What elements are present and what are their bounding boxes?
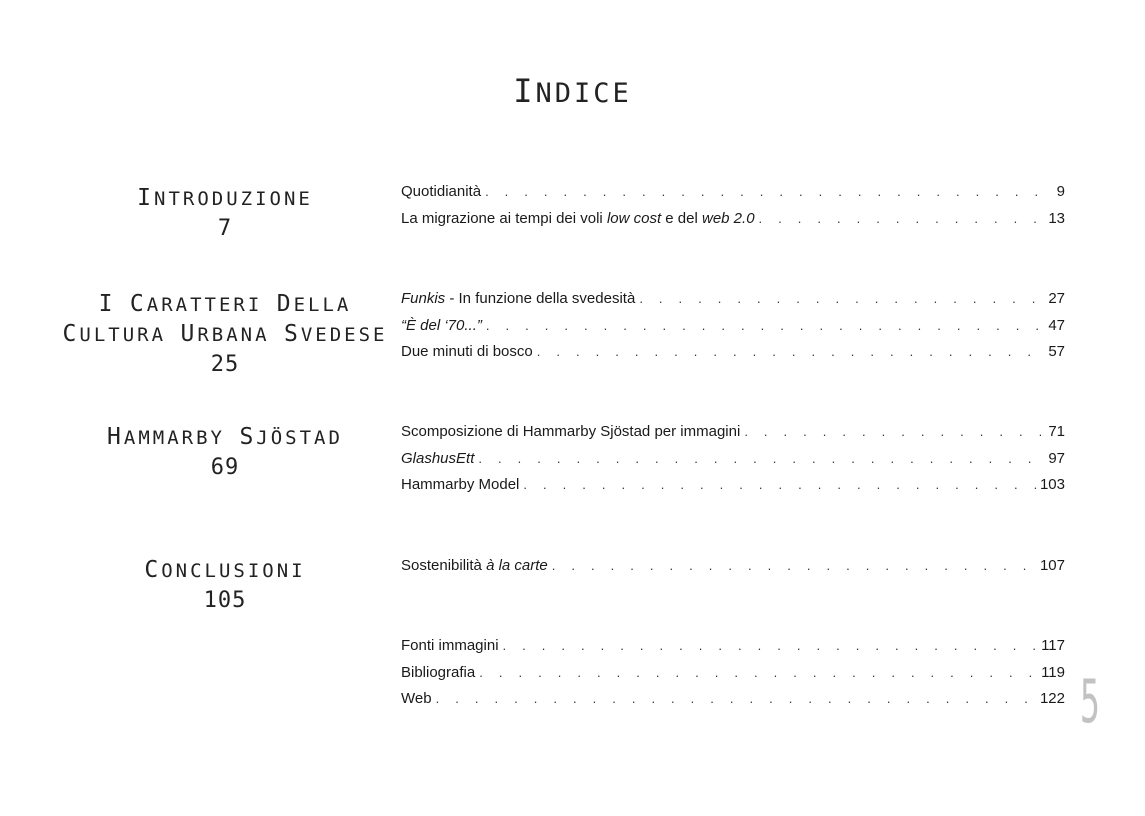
- dot-leader: [436, 691, 1038, 706]
- section-label-line: CONCLUSIONI: [144, 557, 306, 583]
- entries-caratteri: [401, 290, 1065, 370]
- toc-entry-page: 57: [1048, 343, 1065, 361]
- section-label-line: I CARATTERI DELLA: [98, 291, 352, 317]
- section-page: 105: [203, 588, 247, 613]
- toc-entry[interactable]: [401, 557, 1065, 584]
- toc-entry-page: 71: [1048, 423, 1065, 440]
- entries-hammarby: [401, 423, 1065, 503]
- toc-entry-title: Bibliografia: [401, 663, 476, 681]
- entries-introduzione: [401, 183, 1065, 236]
- toc-entry-page: 107: [1039, 557, 1065, 574]
- toc-entry-page: 27: [1048, 290, 1065, 307]
- entries-conclusioni: [401, 557, 1065, 584]
- toc-entry-page: 119: [1041, 663, 1065, 681]
- dot-leader: [639, 291, 1041, 306]
- toc-entry-page: 103: [1039, 476, 1065, 494]
- toc-entry[interactable]: [401, 183, 1065, 210]
- dot-leader: [759, 211, 1041, 226]
- toc-entry-page: 97: [1048, 449, 1065, 467]
- toc-entry[interactable]: [401, 423, 1065, 450]
- dot-leader: [523, 477, 1038, 492]
- dot-leader: [537, 344, 1041, 359]
- toc-entry-page: 9: [1056, 183, 1065, 200]
- toc-entry-title: “È del ‘70...”: [401, 316, 482, 334]
- toc-entry-title: Web: [401, 690, 432, 708]
- section-label-conclusioni: [40, 556, 410, 615]
- toc-entry-title: Funkis - In funzione della svedesità: [401, 290, 636, 307]
- section-page: 25: [210, 352, 240, 377]
- toc-entry-page: 47: [1048, 316, 1065, 334]
- toc-entry[interactable]: [401, 637, 1065, 664]
- toc-entry-title: GlashusEtt: [401, 449, 475, 467]
- section-page: 69: [210, 455, 240, 480]
- toc-entry[interactable]: [401, 664, 1065, 691]
- dot-leader: [485, 184, 1041, 199]
- section-label-caratteri: [40, 290, 410, 379]
- toc-entry-page: 13: [1048, 209, 1065, 227]
- toc-entry-title: Hammarby Model: [401, 476, 520, 494]
- toc-entry-page: 122: [1039, 690, 1065, 708]
- toc-entry-title: Fonti immagini: [401, 637, 499, 654]
- toc-entry-title: Sostenibilità à la carte: [401, 557, 548, 574]
- toc-entry-title: Scomposizione di Hammarby Sjöstad per immagini: [401, 423, 741, 440]
- toc-entry[interactable]: [401, 317, 1065, 344]
- dot-leader: [486, 318, 1041, 333]
- toc-entry[interactable]: [401, 450, 1065, 477]
- dot-leader: [552, 558, 1038, 573]
- toc-entry[interactable]: [401, 343, 1065, 370]
- toc-entry-page: 117: [1041, 637, 1065, 654]
- section-page: 7: [217, 216, 233, 241]
- toc-entry-title: Quotidianità: [401, 183, 482, 200]
- section-label-line: CULTURA URBANA SVEDESE: [62, 321, 388, 347]
- section-label-line: HAMMARBY SJÖSTAD: [107, 424, 343, 450]
- toc-entry-title: La migrazione ai tempi dei voli low cost e del web 2.0: [401, 209, 755, 227]
- dot-leader: [503, 638, 1040, 653]
- dot-leader: [744, 424, 1041, 439]
- section-label-hammarby: [40, 423, 410, 482]
- dot-leader: [478, 451, 1041, 466]
- toc-entry[interactable]: [401, 290, 1065, 317]
- section-label-introduzione: [40, 184, 410, 243]
- page-title: INDICE: [513, 72, 632, 110]
- toc-entry[interactable]: [401, 690, 1065, 717]
- toc-entry-title: Due minuti di bosco: [401, 343, 533, 361]
- entries-appendix: [401, 637, 1065, 717]
- section-label-line: INTRODUZIONE: [137, 185, 313, 211]
- page-number: 5: [1080, 667, 1100, 737]
- toc-entry[interactable]: [401, 476, 1065, 503]
- dot-leader: [479, 665, 1039, 680]
- toc-entry[interactable]: [401, 210, 1065, 237]
